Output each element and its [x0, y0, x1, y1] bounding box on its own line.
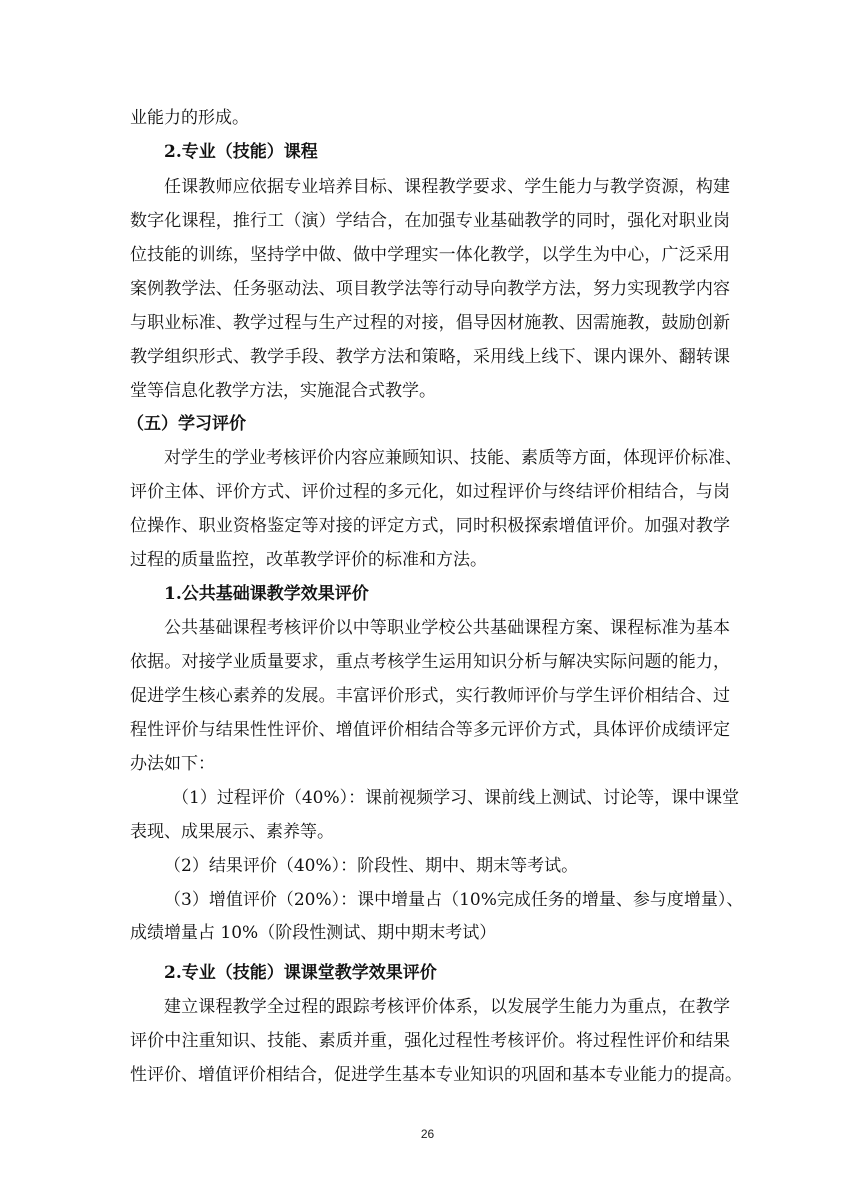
page-number: 26	[420, 1127, 435, 1141]
text-line: （2）结果评价（40%）：阶段性、期中、期末等考试。	[164, 856, 579, 876]
text-line: 评价中注重知识、技能、素质并重，强化过程性考核评价。将过程性评价和结果	[130, 1031, 730, 1051]
text-line: 数字化课程，推行工（演）学结合，在加强专业基础教学的同时，强化对职业岗	[130, 211, 730, 231]
text-line: 成绩增量占 10%（阶段性测试、期中期末考试）	[130, 923, 497, 943]
text-line: 过程的质量监控，改革教学评价的标准和方法。	[130, 550, 487, 570]
text-line: 案例教学法、任务驱动法、项目教学法等行动导向教学方法，努力实现教学内容	[130, 279, 730, 299]
text-line: 评价主体、评价方式、评价过程的多元化，如过程评价与终结评价相结合，与岗	[130, 482, 730, 502]
text-line: 依据。对接学业质量要求，重点考核学生运用知识分析与解决实际问题的能力，	[130, 652, 730, 672]
text-line: 表现、成果展示、素养等。	[130, 822, 334, 842]
text-line: 位操作、职业资格鉴定等对接的评定方式，同时积极探索增值评价。加强对教学	[130, 516, 730, 536]
section-heading: 2.专业（技能）课课堂教学效果评价	[164, 963, 437, 983]
text-line: 与职业标准、教学过程与生产过程的对接，倡导因材施教、因需施教，鼓励创新	[130, 313, 730, 333]
text-line: 建立课程教学全过程的跟踪考核评价体系，以发展学生能力为重点，在教学	[164, 997, 730, 1017]
text-line: 任课教师应依据专业培养目标、课程教学要求、学生能力与教学资源，构建	[164, 177, 730, 197]
text-line: 促进学生核心素养的发展。丰富评价形式，实行教师评价与学生评价相结合、过	[130, 686, 730, 706]
text-line: 教学组织形式、教学手段、教学方法和策略，采用线上线下、课内课外、翻转课	[130, 347, 730, 367]
text-line: 程性评价与结果性性评价、增值评价相结合等多元评价方式，具体评价成绩评定	[130, 720, 730, 740]
text-line: 办法如下：	[130, 754, 215, 774]
section-heading: （五）学习评价	[127, 414, 246, 434]
section-heading: 1.公共基础课教学效果评价	[164, 584, 369, 604]
text-line: 公共基础课程考核评价以中等职业学校公共基础课程方案、课程标准为基本	[164, 618, 730, 638]
text-line: （1）过程评价（40%）：课前视频学习、课前线上测试、讨论等，课中课堂	[172, 788, 740, 808]
text-line: 位技能的训练，坚持学中做、做中学理实一体化教学，以学生为中心，广泛采用	[130, 245, 730, 265]
text-line: （3）增值评价（20%）：课中增量占（10%完成任务的增量、参与度增量）、	[164, 890, 744, 910]
text-line: 性评价、增值评价相结合，促进学生基本专业知识的巩固和基本专业能力的提高。	[130, 1065, 742, 1085]
text-line: 业能力的形成。	[130, 108, 249, 128]
text-line: 对学生的学业考核评价内容应兼顾知识、技能、素质等方面，体现评价标准、	[164, 448, 742, 468]
text-line: 堂等信息化教学方法，实施混合式教学。	[130, 381, 436, 401]
section-heading: 2.专业（技能）课程	[164, 142, 318, 162]
